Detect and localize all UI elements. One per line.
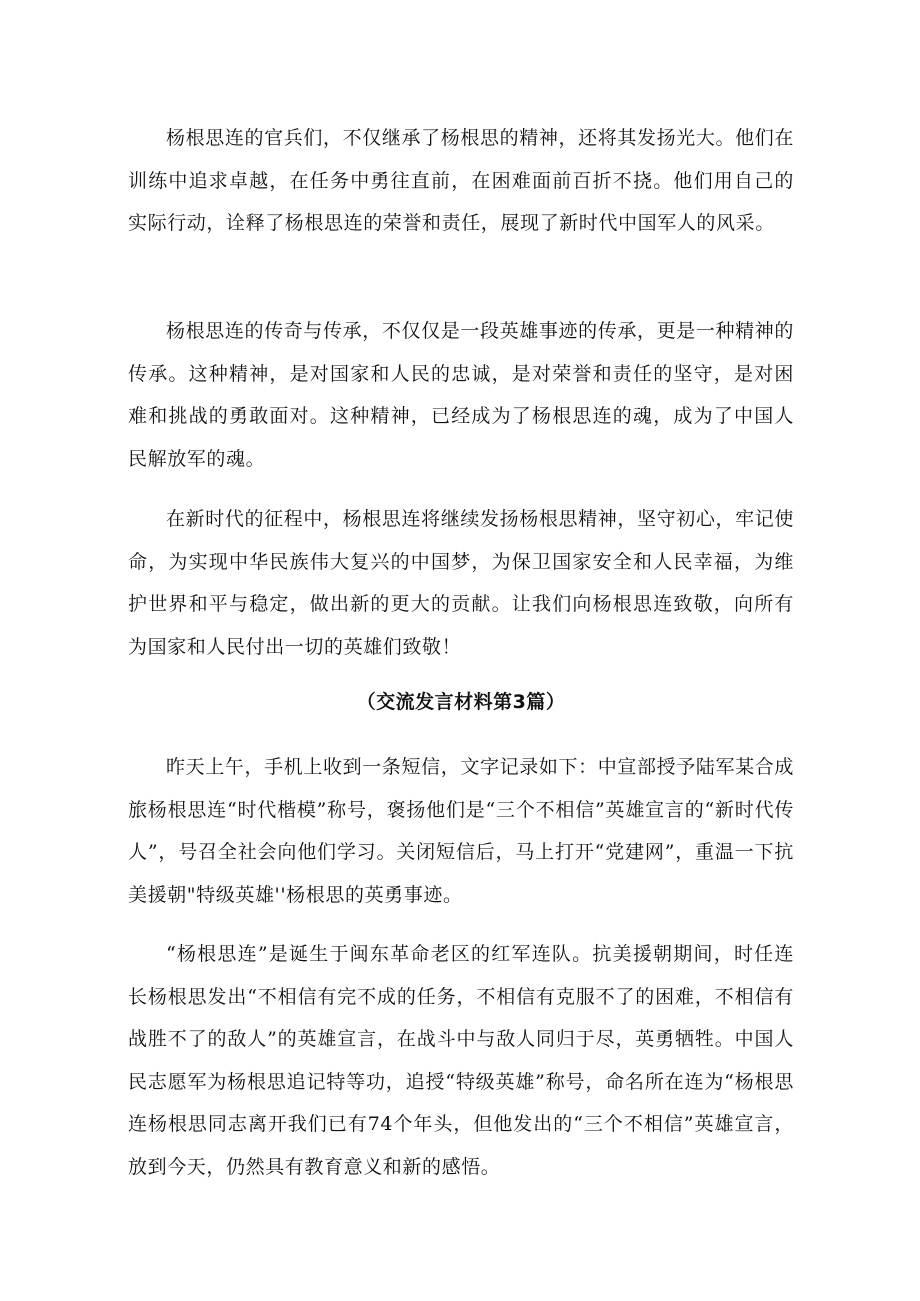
body-paragraph: 杨根思连的官兵们，不仅继承了杨根思的精神，还将其发扬光大。他们在训练中追求卓越，在任务中勇往直前，在困难面前百折不挠。他们用自己的实际行动，诠释了杨根思连的荣誉和责任，展现了新时代中国军人的风采。 bbox=[128, 127, 794, 234]
body-paragraph: 杨根思连的传奇与传承，不仅仅是一段英雄事迹的传承，更是一种精神的传承。这种精神，是对国家和人民的忠诚，是对荣誉和责任的坚守，是对困难和挑战的勇敢面对。这种精神，已经成为了杨根思连的魂，成为了中国人民解放军的魂。 bbox=[128, 320, 794, 470]
body-paragraph: 在新时代的征程中，杨根思连将继续发扬杨根思精神，坚守初心，牢记使命，为实现中华民族伟大复兴的中国梦，为保卫国家安全和人民幸福，为维护世界和平与稳定，做出新的更大的贡献。让我们向杨根思连致敬，向所有为国家和人民付出一切的英雄们致敬！ bbox=[128, 508, 794, 658]
body-paragraph: “杨根思连”是诞生于闽东革命老区的红军连队。抗美援朝期间，时任连长杨根思发出“不相信有完不成的任务，不相信有克服不了的困难，不相信有战胜不了的敌人”的英雄宣言，在战斗中与敌人同归于尽，英勇牺牲。中国人民志愿军为杨根思追记特等功，追授“特级英雄”称号，命名所在连为“杨根思连杨根思同志离开我们已有74个年头，但他发出的“三个不相信”英雄宣言，放到今天，仍然具有教育意义和新的感悟。 bbox=[128, 943, 794, 1178]
body-paragraph: 昨天上午，手机上收到一条短信，文字记录如下：中宣部授予陆军某合成旅杨根思连“时代楷模”称号，褒扬他们是“三个不相信”英雄宣言的“新时代传人”，号召全社会向他们学习。关闭短信后，马上打开“党建网”，重温一下抗美援朝"特级英雄''杨根思的英勇事迹。 bbox=[128, 756, 794, 906]
section-heading: （交流发言材料第3篇） bbox=[356, 691, 566, 713]
